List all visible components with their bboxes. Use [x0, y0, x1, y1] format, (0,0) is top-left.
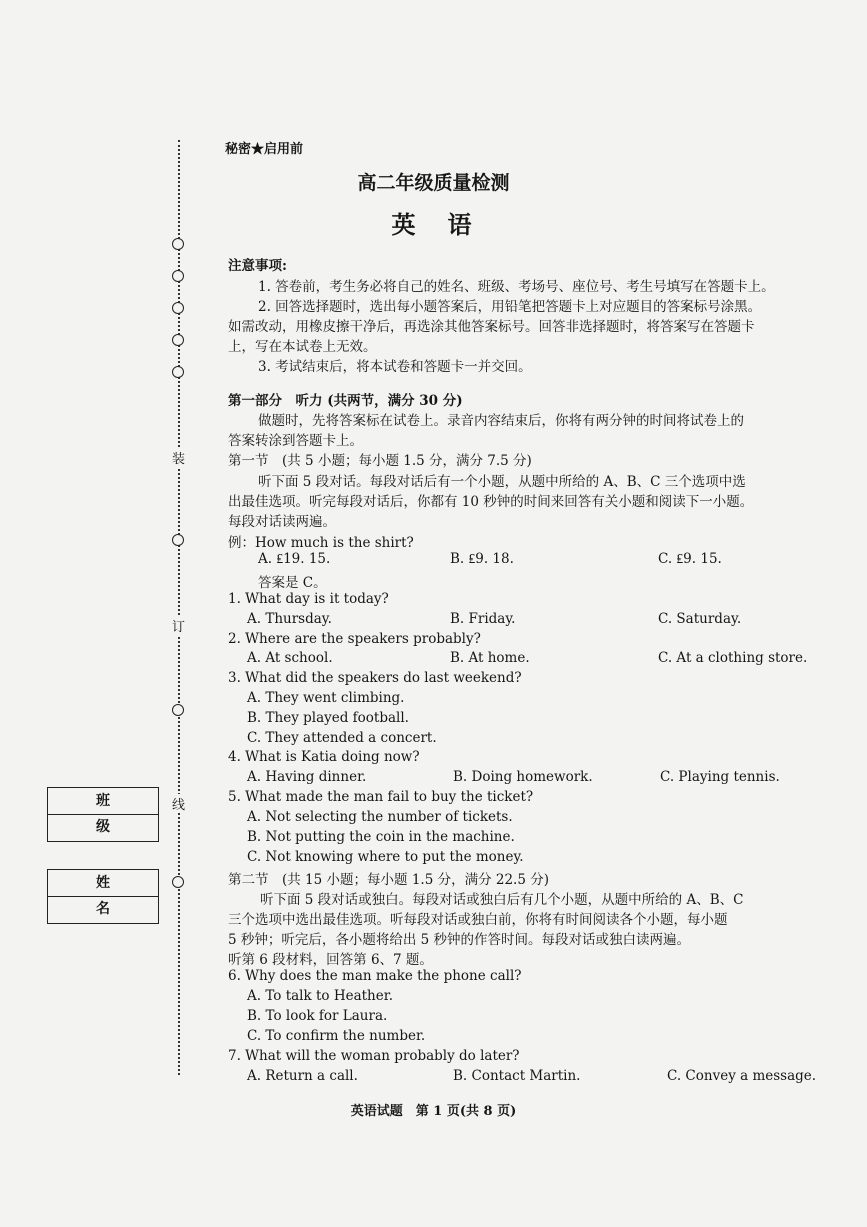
notice-item-2-cont: 上，写在本试卷上无效。	[228, 339, 377, 355]
notice-item-2-cont: 如需改动，用橡皮擦干净后，再选涂其他答案标号。回答非选择题时，将答案写在答题卡	[228, 319, 755, 335]
binding-hole-circle-icon	[172, 704, 184, 716]
binding-hole-circle-icon	[172, 270, 184, 282]
notice-item-3: 3. 考试结束后，将本试卷和答题卡一并交回。	[258, 359, 532, 375]
binding-label-zhuang: 装	[172, 448, 185, 467]
example-answer: 答案是 C。	[258, 575, 327, 591]
section1-instruction-cont: 每段对话读两遍。	[228, 514, 336, 530]
question-5-option-b: B. Not putting the coin in the machine.	[247, 829, 515, 845]
section1-heading: 第一节 (共 5 小题；每小题 1.5 分，满分 7.5 分)	[228, 453, 532, 469]
notice-item-2: 2. 回答选择题时，选出每小题答案后，用铅笔把答题卡上对应题目的答案标号涂黑。	[258, 299, 762, 315]
question-7-option-b: B. Contact Martin.	[453, 1068, 581, 1084]
question-5-option-a: A. Not selecting the number of tickets.	[247, 809, 513, 825]
subject-title: 英 语	[391, 210, 476, 239]
question-4-option-c: C. Playing tennis.	[660, 769, 780, 785]
question-3-option-c: C. They attended a concert.	[247, 730, 437, 746]
binding-hole-circle-icon	[172, 876, 184, 888]
question-6-option-a: A. To talk to Heather.	[247, 988, 393, 1004]
question-2-option-a: A. At school.	[247, 650, 333, 666]
question-4-option-b: B. Doing homework.	[453, 769, 593, 785]
question-1-option-c: C. Saturday.	[658, 611, 742, 627]
page-footer: 英语试题 第 1 页(共 8 页)	[350, 1104, 517, 1119]
binding-label-xian: 线	[172, 794, 185, 813]
part1-heading: 第一部分 听力 (共两节，满分 30 分)	[228, 393, 463, 409]
section2-instruction-cont: 5 秒钟；听完后，各小题将给出 5 秒钟的作答时间。每段对话或独白读两遍。	[228, 932, 691, 948]
question-3-option-a: A. They went climbing.	[247, 690, 405, 706]
section2-instruction-cont: 三个选项中选出最佳选项。听每段对话或独白前，你将有时间阅读各个小题，每小题	[228, 912, 728, 928]
binding-hole-circle-icon	[172, 366, 184, 378]
example-question: 例：How much is the shirt?	[228, 535, 414, 551]
name-box	[47, 869, 159, 924]
example-option-a: A. ₤19. 15.	[258, 551, 331, 567]
example-option-b: B. ₤9. 18.	[450, 551, 514, 567]
name-label: 姓 名	[48, 870, 158, 897]
material-6-heading: 听第 6 段材料，回答第 6、7 题。	[228, 952, 433, 968]
question-2: 2. Where are the speakers probably?	[228, 631, 481, 647]
class-box	[47, 787, 159, 842]
secret-label: 秘密★启用前	[225, 142, 304, 157]
binding-hole-circle-icon	[172, 302, 184, 314]
question-4-option-a: A. Having dinner.	[247, 769, 367, 785]
notice-item-1: 1. 答卷前，考生务必将自己的姓名、班级、考场号、座位号、考生号填写在答题卡上。	[258, 279, 775, 295]
question-5-option-c: C. Not knowing where to put the money.	[247, 849, 524, 865]
question-1: 1. What day is it today?	[228, 591, 389, 607]
class-label: 班 级	[48, 788, 158, 815]
section1-instruction: 听下面 5 段对话。每段对话后有一个小题，从题中所给的 A、B、C 三个选项中选	[258, 474, 746, 490]
question-6-option-b: B. To look for Laura.	[247, 1008, 388, 1024]
question-6-option-c: C. To confirm the number.	[247, 1028, 426, 1044]
question-4: 4. What is Katia doing now?	[228, 749, 420, 765]
question-1-option-b: B. Friday.	[450, 611, 516, 627]
question-1-option-a: A. Thursday.	[247, 611, 332, 627]
question-7: 7. What will the woman probably do later?	[228, 1048, 520, 1064]
example-option-c: C. ₤9. 15.	[658, 551, 722, 567]
part1-instruction: 做题时，先将答案标在试卷上。录音内容结束后，你将有两分钟的时间将试卷上的	[258, 413, 744, 429]
question-3: 3. What did the speakers do last weekend?	[228, 670, 522, 686]
binding-hole-circle-icon	[172, 334, 184, 346]
section2-instruction: 听下面 5 段对话或独白。每段对话或独白后有几个小题，从题中所给的 A、B、C	[260, 892, 744, 908]
question-5: 5. What made the man fail to buy the ticket?	[228, 789, 534, 805]
part1-instruction-cont: 答案转涂到答题卡上。	[228, 433, 363, 449]
question-3-option-b: B. They played football.	[247, 710, 409, 726]
section2-heading: 第二节 (共 15 小题；每小题 1.5 分，满分 22.5 分)	[228, 872, 549, 888]
binding-label-ding: 订	[172, 616, 185, 635]
section1-instruction-cont: 出最佳选项。听完每段对话后，你都有 10 秒钟的时间来回答有关小题和阅读下一小题。	[228, 494, 754, 510]
question-2-option-c: C. At a clothing store.	[658, 650, 808, 666]
question-2-option-b: B. At home.	[450, 650, 530, 666]
notice-heading: 注意事项:	[228, 258, 287, 274]
question-6: 6. Why does the man make the phone call?	[228, 968, 522, 984]
binding-hole-circle-icon	[172, 534, 184, 546]
exam-title: 高二年级质量检测	[357, 172, 510, 194]
question-7-option-a: A. Return a call.	[247, 1068, 358, 1084]
question-7-option-c: C. Convey a message.	[667, 1068, 817, 1084]
